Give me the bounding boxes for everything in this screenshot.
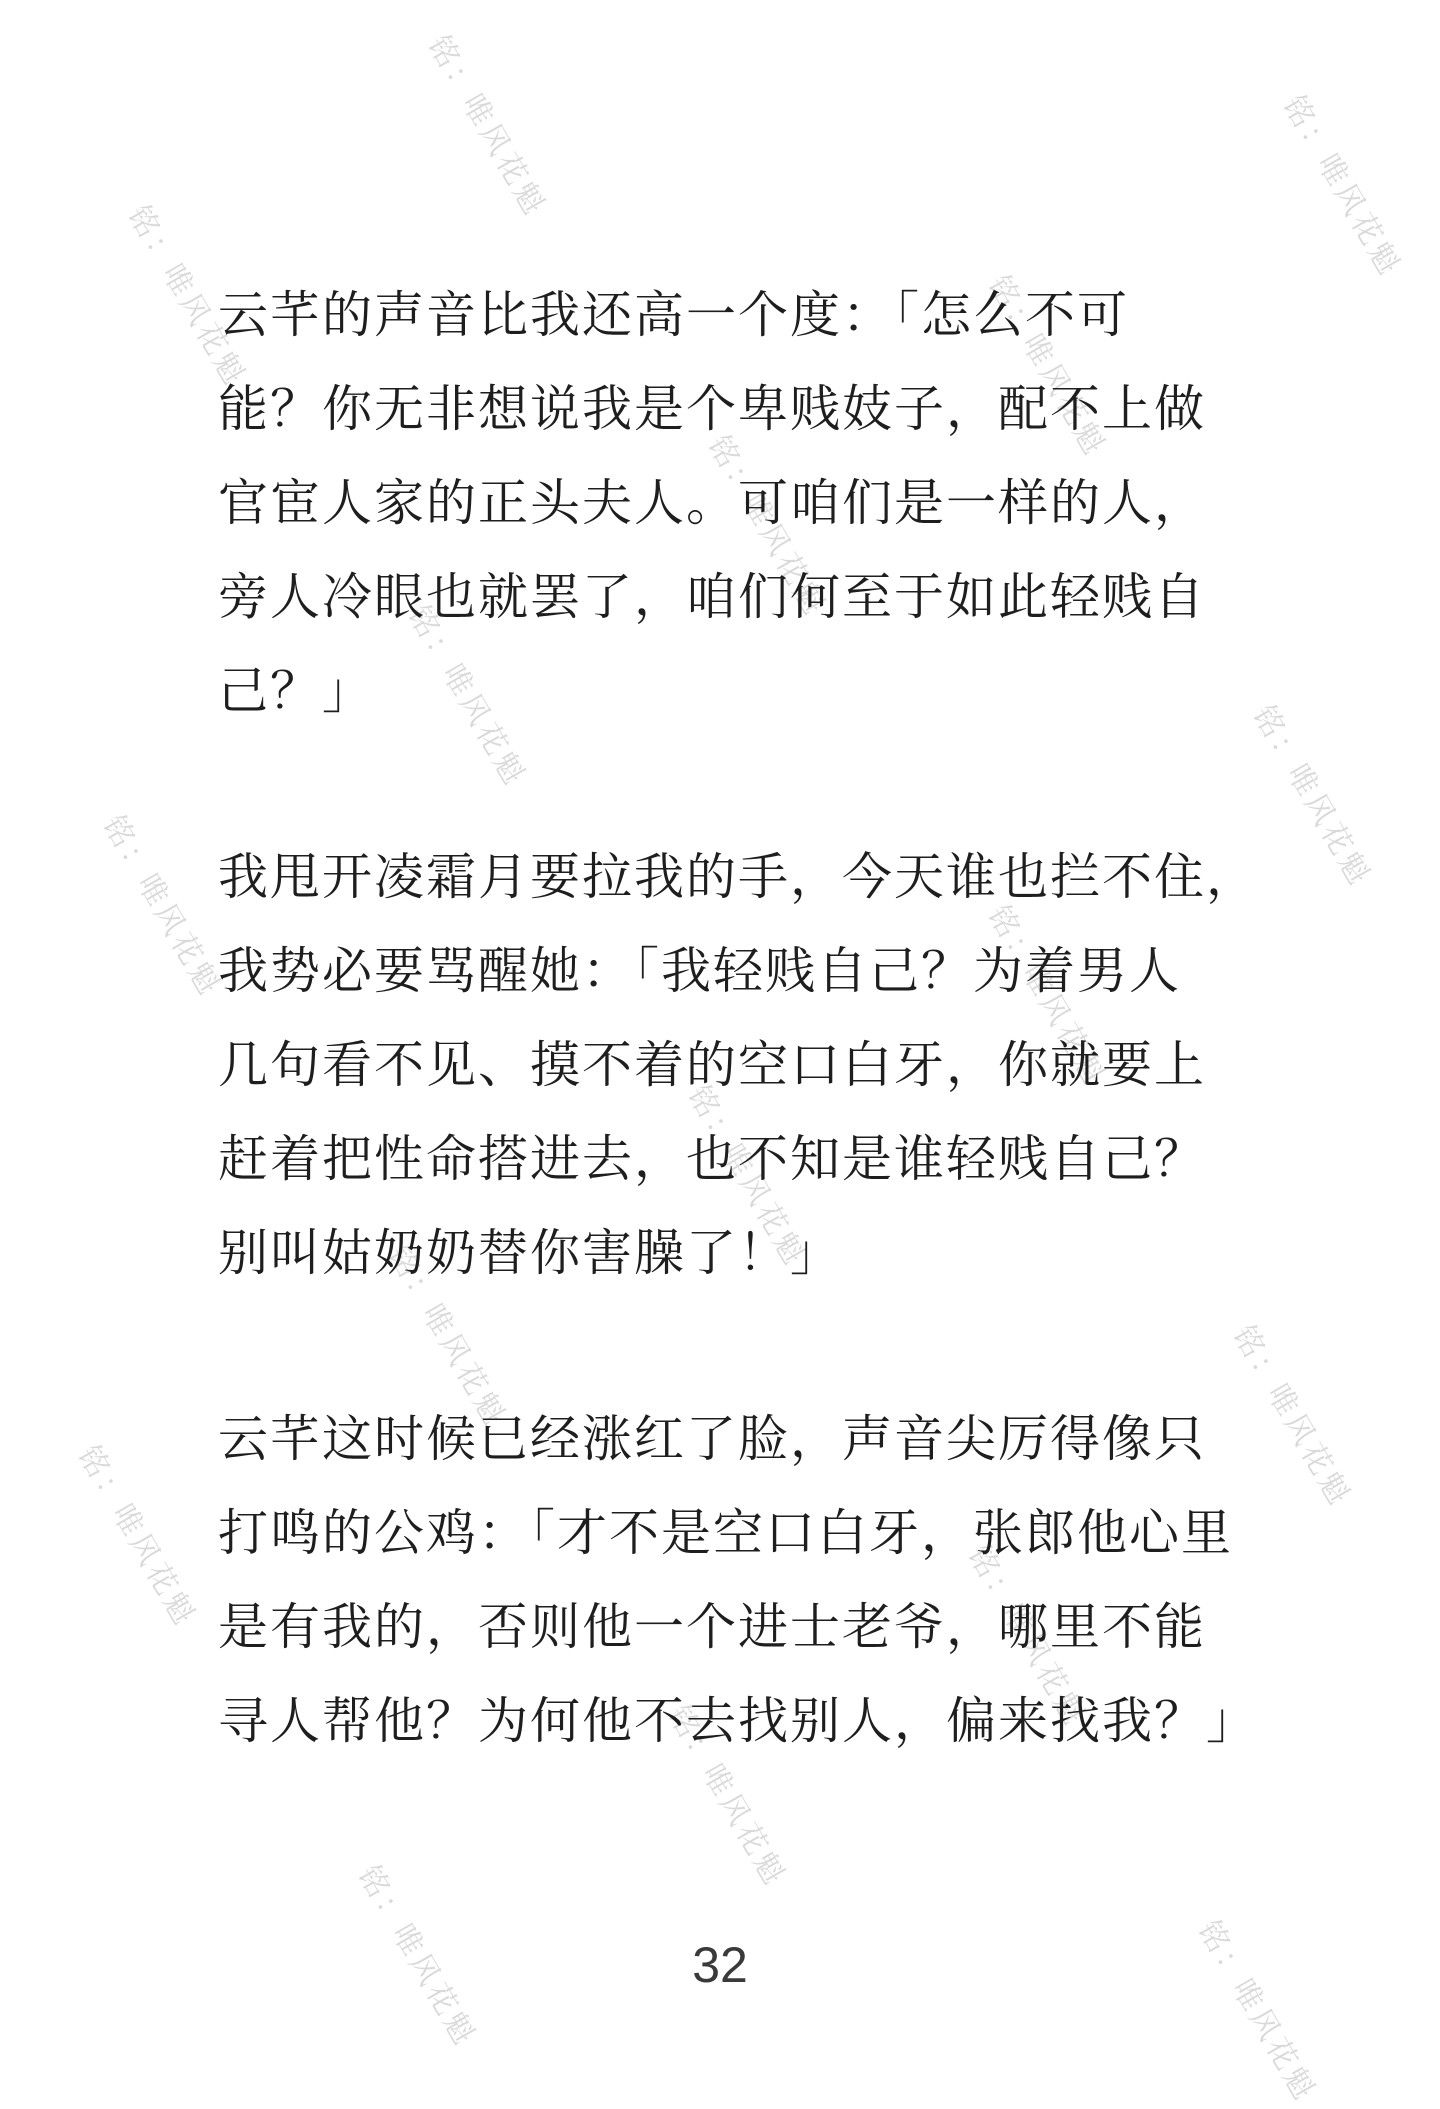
watermark: 铭：唯风花魁: [350, 1859, 483, 2054]
text-line: 我势必要骂醒她：「我轻贱自己？为着男人: [218, 942, 1181, 1000]
text-line: 能？你无非想说我是个卑贱妓子，配不上做: [218, 380, 1206, 438]
watermark: 铭：唯风花魁: [400, 599, 533, 794]
watermark: 铭：唯风花魁: [980, 269, 1113, 464]
watermark: 铭：唯风花魁: [120, 199, 253, 394]
text-line: 赶着把性命搭进去，也不知是谁轻贱自己？: [218, 1130, 1206, 1188]
watermark: 铭：唯风花魁: [1245, 699, 1378, 894]
watermark: 铭：唯风花魁: [420, 29, 553, 224]
text-line: 打鸣的公鸡：「才不是空口白牙，张郎他心里: [218, 1504, 1233, 1562]
watermark: 铭：唯风花魁: [980, 899, 1113, 1094]
text-line: 官宦人家的正头夫人。可咱们是一样的人，: [218, 474, 1206, 532]
watermark: 铭：唯风花魁: [1190, 1914, 1323, 2109]
paragraph: [218, 830, 1258, 1300]
watermark: 铭：唯风花魁: [380, 1239, 513, 1434]
text-line: 几句看不见、摸不着的空口白牙，你就要上: [218, 1036, 1206, 1094]
watermark: 铭：唯风花魁: [70, 1439, 203, 1634]
story-text: [218, 268, 1258, 1860]
text-line: 己？」: [218, 662, 374, 720]
text-line: 别叫姑奶奶替你害臊了！」: [218, 1224, 842, 1282]
watermark: 铭：唯风花魁: [1225, 1319, 1358, 1514]
watermark: 铭：唯风花魁: [660, 1699, 793, 1894]
watermark: 铭：唯风花魁: [95, 809, 228, 1004]
text-line: 我甩开凌霜月要拉我的手，今天谁也拦不住，: [218, 848, 1258, 906]
paragraph: [218, 268, 1248, 738]
text-line: 是有我的，否则他一个进士老爷，哪里不能: [218, 1598, 1206, 1656]
watermark: 铭：唯风花魁: [1275, 89, 1408, 284]
watermark: 铭：唯风花魁: [700, 429, 833, 624]
text-line: 云芊的声音比我还高一个度：「怎么不可: [218, 286, 1129, 344]
text-line: 云芊这时候已经涨红了脸，声音尖厉得像只: [218, 1410, 1206, 1468]
watermark: 铭：唯风花魁: [960, 1539, 1093, 1734]
page-number: 32: [692, 1937, 748, 1993]
watermark: 铭：唯风花魁: [680, 1079, 813, 1274]
text-line: 寻人帮他？为何他不去找别人，偏来找我？」: [218, 1692, 1258, 1750]
text-line: 旁人冷眼也就罢了，咱们何至于如此轻贱自: [218, 568, 1206, 626]
paragraph: [218, 1392, 1258, 1768]
